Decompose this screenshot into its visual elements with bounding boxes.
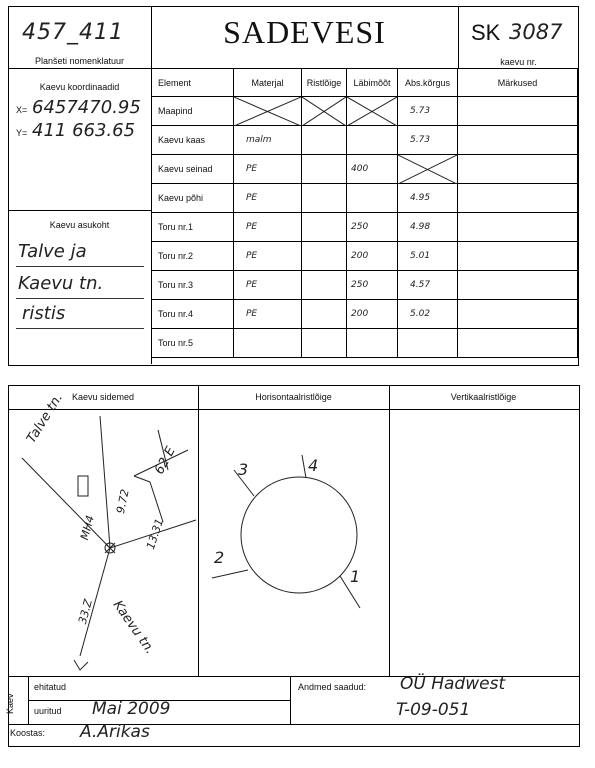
pipe-num-1: 1 <box>350 567 361 586</box>
th-markused: Märkused <box>458 69 578 97</box>
y-value: 411 663.65 <box>32 120 136 141</box>
row-element: Kaevu seinad <box>152 155 234 184</box>
row-ristloige <box>302 242 347 271</box>
cross-cell <box>302 97 347 126</box>
table-row <box>152 242 578 271</box>
th-materjal: Materjal <box>234 69 302 97</box>
underline-2 <box>16 298 144 299</box>
row-element: Kaevu kaas <box>152 126 234 155</box>
plansheet-value: 457_411 <box>22 20 124 45</box>
table-row <box>152 329 578 358</box>
row-markused <box>458 184 578 213</box>
th-korgus: Abs.kõrgus <box>398 69 458 97</box>
location-block <box>8 211 152 364</box>
row-markused <box>458 126 578 155</box>
pipe-num-3: 3 <box>238 460 249 479</box>
sk-number: 3087 <box>509 20 563 44</box>
footer-mid-divider <box>290 676 291 724</box>
col-vertikaal-label: Vertikaalristlõige <box>450 392 517 402</box>
andmed-line-1: OÜ Hadwest <box>400 674 506 694</box>
table-row <box>152 271 578 300</box>
uuritud-label: uuritud <box>34 706 62 716</box>
row-korgus: 4.95 <box>398 184 458 213</box>
meas-62e: 62 E <box>152 444 179 478</box>
row-labimoot: 200 <box>347 300 398 329</box>
table-header-row <box>152 69 578 97</box>
col-divider-2 <box>389 385 390 676</box>
y-label: Y= <box>16 128 28 138</box>
page-title: SADEVESI <box>223 14 386 50</box>
row-materjal <box>234 329 302 358</box>
row-labimoot: 200 <box>347 242 398 271</box>
x-label: X= <box>16 105 28 115</box>
table-row <box>152 126 578 155</box>
row-markused <box>458 300 578 329</box>
row-ristloige <box>302 184 347 213</box>
row-ristloige <box>302 213 347 242</box>
row-korgus: 5.73 <box>398 126 458 155</box>
row-ristloige <box>302 300 347 329</box>
table-row <box>152 300 578 329</box>
cross-cell <box>398 155 458 184</box>
row-labimoot <box>347 329 398 358</box>
meas-1331: 13.31 <box>144 517 167 552</box>
row-korgus: 4.57 <box>398 271 458 300</box>
cross-cell <box>234 97 302 126</box>
row-korgus: 5.02 <box>398 300 458 329</box>
ehitatud-label: ehitatud <box>34 682 67 692</box>
plansheet-label: Planšeti nomenklatuur <box>34 56 125 66</box>
row-markused <box>458 213 578 242</box>
row-materjal: PE <box>234 184 302 213</box>
col-horisontaal-label: Horisontaalristlõige <box>255 392 332 402</box>
row-element: Maapind <box>152 97 234 126</box>
kaevu-tn-label: Kaevu tn. <box>109 598 158 658</box>
row-labimoot <box>347 184 398 213</box>
coords-block <box>8 69 152 211</box>
table-row <box>152 213 578 242</box>
row-materjal: PE <box>234 300 302 329</box>
underline-3 <box>16 328 144 329</box>
talve-tn-label: Talve tn. <box>24 390 67 446</box>
underline-1 <box>16 266 144 267</box>
row-materjal: malm <box>234 126 302 155</box>
row-element: Toru nr.1 <box>152 213 234 242</box>
row-materjal: PE <box>234 213 302 242</box>
row-korgus: 5.73 <box>398 97 458 126</box>
table-row <box>152 97 578 126</box>
row-labimoot <box>347 126 398 155</box>
andmed-line-2: T-09-051 <box>396 700 471 720</box>
row-korgus: 5.01 <box>398 242 458 271</box>
location-line-2: Kaevu tn. <box>18 273 104 294</box>
plansheet-box <box>8 6 152 69</box>
row-labimoot: 250 <box>347 271 398 300</box>
row-markused <box>458 271 578 300</box>
pipe-num-2: 2 <box>214 548 225 567</box>
row-ristloige <box>302 126 347 155</box>
meas-972: 9.72 <box>114 488 132 515</box>
sk-box <box>458 6 578 69</box>
row-markused <box>458 155 578 184</box>
horisontaal-sketch <box>198 410 389 676</box>
table-row <box>152 184 578 213</box>
row-korgus: 4.98 <box>398 213 458 242</box>
coords-label: Kaevu koordinaadid <box>39 82 120 92</box>
row-markused <box>458 329 578 358</box>
meas-mh4: MH4 <box>78 514 97 542</box>
location-line-3: ristis <box>22 303 66 324</box>
row-element: Kaevu põhi <box>152 184 234 213</box>
sk-prefix: SK <box>471 20 501 45</box>
row-labimoot: 250 <box>347 213 398 242</box>
th-labimoot: Läbimõõt <box>347 69 398 97</box>
kaevu-nr-label: kaevu nr. <box>500 57 537 67</box>
uuritud-value: Mai 2009 <box>92 699 171 719</box>
andmed-label: Andmed saadud: <box>298 682 367 692</box>
row-markused <box>458 97 578 126</box>
location-label: Kaevu asukoht <box>49 220 110 230</box>
kaev-label: Kaev <box>5 693 15 714</box>
row-markused <box>458 242 578 271</box>
table-row <box>152 155 578 184</box>
th-element: Element <box>152 69 234 97</box>
row-element: Toru nr.2 <box>152 242 234 271</box>
location-line-1: Talve ja <box>18 241 87 262</box>
meas-33z: 33.Z <box>76 597 96 626</box>
x-value: 6457470.95 <box>32 97 141 118</box>
row-ristloige <box>302 271 347 300</box>
row-ristloige <box>302 155 347 184</box>
row-ristloige <box>302 329 347 358</box>
row-korgus <box>398 329 458 358</box>
cross-cell <box>347 97 398 126</box>
row-labimoot: 400 <box>347 155 398 184</box>
pipe-num-4: 4 <box>308 456 319 475</box>
koostas-value: A.Arikas <box>80 722 150 742</box>
row-element: Toru nr.3 <box>152 271 234 300</box>
row-materjal: PE <box>234 271 302 300</box>
th-ristloige: Ristlõige <box>302 69 347 97</box>
row-element: Toru nr.5 <box>152 329 234 358</box>
row-materjal: PE <box>234 242 302 271</box>
row-materjal: PE <box>234 155 302 184</box>
koostas-label: Koostas: <box>10 728 46 738</box>
element-table <box>151 68 578 358</box>
col-sidemed-label: Kaevu sidemed <box>71 392 135 402</box>
row-element: Toru nr.4 <box>152 300 234 329</box>
